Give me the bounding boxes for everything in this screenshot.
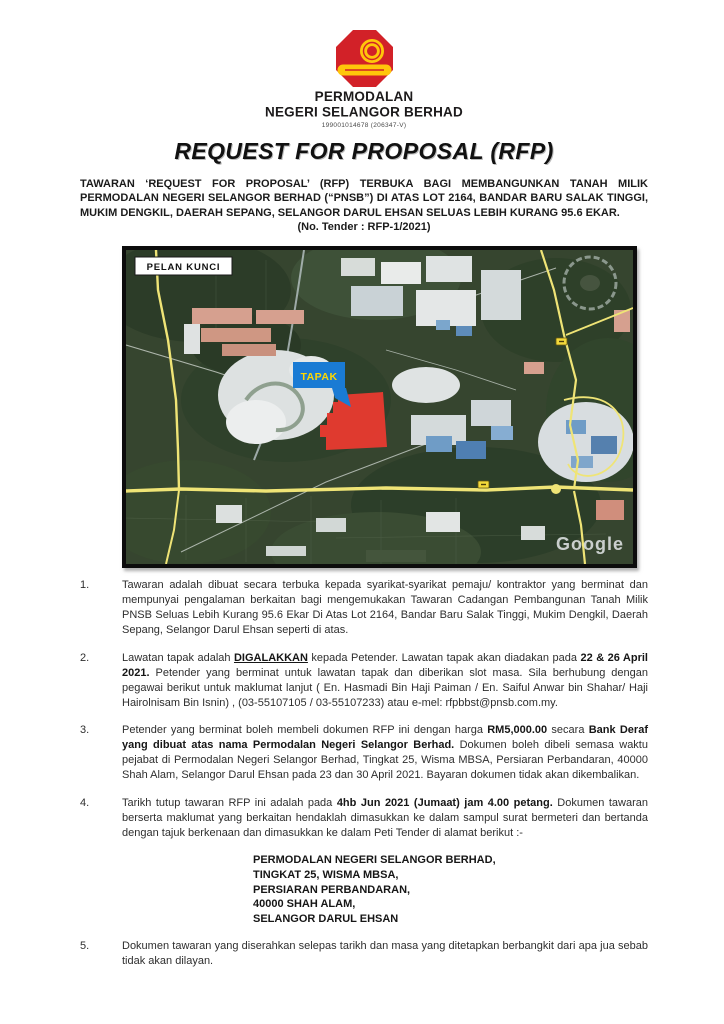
address-line: PERMODALAN NEGERI SELANGOR BERHAD,	[253, 854, 496, 867]
text-segment: Tawaran adalah dibuat secara terbuka kepada syarikat-syarikat pemaju/ kontraktor yang berminat dan mempunyai pengalaman berkaitan bagi mengemukakan Tawaran Cadangan Pembangunan Tanah Milik PNSB Seluas Lebih Kurang 95.6 Ekar Di Atas Lot 2164, Bandar Baru Salak Tinggi, Mukim Dengkil, Daerah Sepang, Selangor Darul Ehsan seperti di atas.	[122, 579, 648, 637]
text-segment: Bank Deraf yang dibuat atas nama Permodalan Negeri Selangor Berhad.	[122, 724, 648, 752]
list-item-text	[122, 796, 648, 841]
address-line: 40000 SHAH ALAM,	[253, 898, 356, 911]
list-item-text	[122, 939, 648, 969]
text-segment: Petender yang berminat boleh membeli dokumen RFP ini dengan harga	[122, 724, 488, 737]
org-name-line1: PERMODALAN	[314, 88, 414, 104]
address-line: SELANGOR DARUL EHSAN	[253, 912, 399, 925]
letterhead	[80, 30, 648, 129]
text-segment: RM5,000.00	[487, 724, 548, 737]
list-item-text	[122, 723, 648, 783]
text-segment: 22 & 26 April 2021.	[122, 651, 648, 679]
list-item-text	[122, 651, 648, 711]
plan-label-text: PELAN KUNCI	[146, 262, 221, 274]
items-1-4	[80, 578, 648, 841]
site-callout-label: TAPAK	[300, 371, 338, 384]
list-item	[80, 939, 648, 969]
list-item	[80, 723, 648, 783]
pnsb-logo-icon	[336, 30, 393, 87]
list-item-number: 2.	[80, 651, 90, 664]
list-item	[80, 651, 648, 711]
google-watermark: Google	[556, 534, 624, 555]
text-segment: Petender yang berminat untuk lawatan tapak dan diberikan slot masa. Sila berhubung dengan pegawai berikut untuk maklumat lanjut ( En. Hasmadi Bin Haji Paiman / En. Saiful Anwar bin Shahar/ Haji Hairolnisam Bin Isnin) , (03-55107105 / 03-55107233) atau e-mel: rfpbbst@pnsb.com.my.	[122, 666, 648, 709]
tender-number: (No. Tender : RFP-1/2021)	[297, 221, 431, 234]
text-segment: Tarikh tutup tawaran RFP ini adalah pada	[122, 796, 337, 809]
text-segment: Dokumen tawaran yang diserahkan selepas tarikh dan masa yang ditetapkan berbangkit dari apa jua sebab tidak akan dilayan.	[122, 940, 648, 968]
address-line: PERSIARAN PERBANDARAN,	[253, 883, 411, 896]
list-item	[80, 578, 648, 638]
company-registration-number: 199001014678 (206347-V)	[321, 121, 407, 129]
address-block	[253, 853, 648, 926]
list-item-number: 1.	[80, 579, 90, 592]
text-segment: 4hb Jun 2021 (Jumaat) jam 4.00 petang.	[336, 796, 553, 809]
satellite-map-image	[126, 250, 633, 564]
list-item-number: 4.	[80, 796, 90, 809]
list-item-text	[122, 578, 648, 638]
text-segment: kepada Petender. Lawatan tapak akan diadakan pada	[307, 651, 581, 664]
list-item	[80, 796, 648, 841]
list-item-number: 5.	[80, 940, 90, 953]
text-segment: Dokumen boleh dibeli semasa waktu pejabat di Permodalan Negeri Selangor Berhad, Tingkat 25, Wisma MBSA, Persiaran Perbandaran, 40000 Shah Alam, Selangor Darul Ehsan pada 23 dan 30 April 2021. Bayaran dokumen tidak akan dikembalikan.	[122, 739, 648, 782]
items-5	[80, 939, 648, 969]
intro-paragraph: TAWARAN ‘REQUEST FOR PROPOSAL’ (RFP) TERBUKA BAGI MEMBANGUNKAN TANAH MILIK PERMODALAN NEGERI SELANGOR BERHAD (“PNSB”) DI ATAS LOT 2164, BANDAR BARU SALAK TINGGI, MUKIM DENGKIL, DAERAH SEPANG, SELANGOR DARUL EHSAN SELUAS LEBIH KURANG 95.6 EKAR.	[80, 177, 648, 219]
document-title: REQUEST FOR PROPOSAL (RFP)	[174, 137, 554, 164]
plan-label	[135, 257, 232, 275]
text-segment: secara	[547, 724, 589, 737]
text-segment: Dokumen tawaran berserta maklumat yang berkaitan hendaklah dimasukkan ke dalam sampul surat bermeteri dan bertanda dengan tajuk berkenaan dan dimasukkan ke dalam Peti Tender di alamat berikut :-	[122, 796, 648, 839]
text-segment: DIGALAKKAN	[233, 651, 308, 664]
address-line: TINGKAT 25, WISMA MBSA,	[253, 869, 399, 882]
key-plan-map	[122, 246, 637, 568]
text-segment: Lawatan tapak adalah	[122, 651, 234, 664]
org-name	[265, 89, 463, 120]
list-item-number: 3.	[80, 724, 90, 737]
org-name-line2: NEGERI SELANGOR BERHAD	[265, 103, 463, 120]
